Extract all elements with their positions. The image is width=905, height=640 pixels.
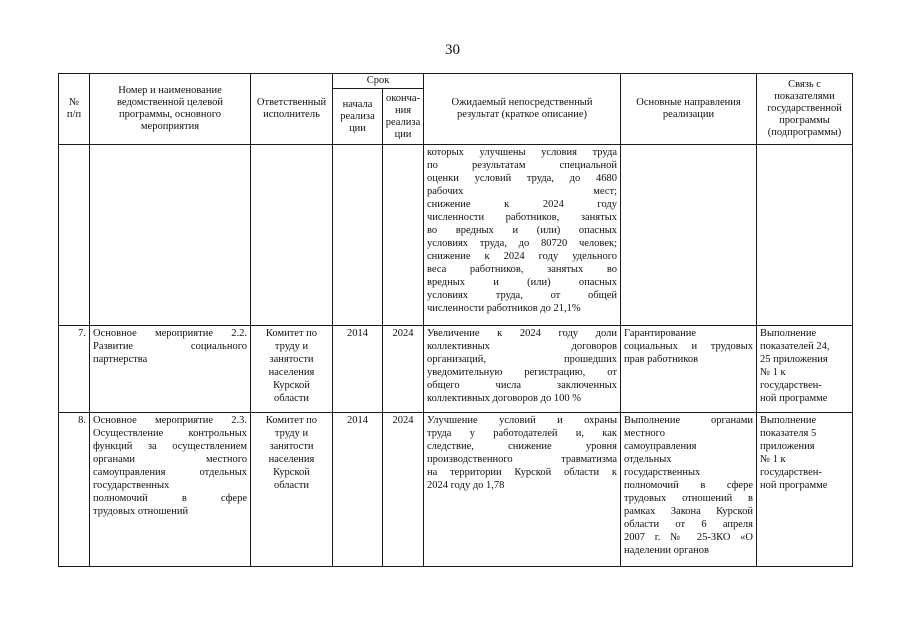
text-line: № bbox=[68, 97, 80, 108]
table-row bbox=[59, 145, 853, 326]
text-line: полномочий в сфере bbox=[624, 480, 753, 491]
text-line: уведомительную регистрацию, от bbox=[427, 367, 617, 378]
text-line: Гарантирование bbox=[624, 328, 697, 339]
text-line: № 1 к bbox=[760, 454, 786, 465]
text-line: рамках Закона Курской bbox=[624, 506, 753, 517]
cell-num bbox=[59, 145, 90, 326]
text-line: организаций, прошедших bbox=[427, 354, 617, 365]
text-line: по результатам специальной bbox=[427, 160, 617, 171]
text-line: Ответственный bbox=[256, 97, 327, 108]
text-line: самоуправления bbox=[624, 441, 697, 452]
cell-executor bbox=[251, 326, 333, 413]
text-line: социальных и трудовых bbox=[624, 341, 753, 352]
header-program bbox=[90, 74, 251, 145]
text-line: трудовых отношений в bbox=[624, 493, 753, 504]
text-line: органами местного bbox=[93, 454, 247, 465]
text-line: Развитие социального bbox=[93, 341, 247, 352]
text-line: ции bbox=[394, 128, 412, 140]
text-line: Связь с bbox=[788, 79, 821, 90]
cell-directions bbox=[621, 413, 757, 567]
text-line: Осуществление контрольных bbox=[93, 428, 247, 439]
header-num bbox=[59, 74, 90, 145]
text-line: производственного травматизма bbox=[427, 454, 617, 465]
text-line: ния bbox=[394, 104, 412, 116]
text-line: 2007 г. № 25-ЗКО «О bbox=[624, 532, 753, 543]
cell-directions bbox=[621, 326, 757, 413]
text-line: исполнитель bbox=[263, 109, 320, 120]
text-line: начала bbox=[342, 98, 373, 110]
text-line: ной программе bbox=[760, 480, 828, 491]
cell-program bbox=[90, 326, 251, 413]
text-line: Выполнение bbox=[760, 328, 817, 339]
text-line: населения bbox=[268, 367, 315, 378]
text-line: Увеличение к 2024 году доли bbox=[427, 328, 617, 339]
text-line: Ожидаемый непосредственный bbox=[451, 97, 593, 108]
table-body bbox=[59, 145, 853, 567]
text-line: государственной bbox=[767, 103, 842, 114]
text-line: государственных bbox=[624, 467, 701, 478]
program-table bbox=[58, 73, 853, 567]
text-line: труду и bbox=[274, 341, 309, 352]
text-line: функций за осуществлением bbox=[93, 441, 247, 452]
header-directions bbox=[621, 74, 757, 145]
text-line: на территории Курской области к bbox=[427, 467, 617, 478]
header-end bbox=[383, 89, 424, 145]
text-line: ной программе bbox=[760, 393, 828, 404]
text-line: реализа bbox=[340, 110, 375, 122]
text-line: Основное мероприятие 2.2. bbox=[93, 328, 247, 339]
cell-program bbox=[90, 145, 251, 326]
cell-executor bbox=[251, 413, 333, 567]
text-line: области bbox=[273, 480, 310, 491]
text-line: показателя 5 bbox=[760, 428, 817, 439]
cell-num: 8. bbox=[59, 413, 90, 567]
text-line: области от 6 апреля bbox=[624, 519, 753, 530]
text-line: Выполнение органами bbox=[624, 415, 753, 426]
text-line: общего числа заключенных bbox=[427, 380, 617, 391]
text-line: показателей 24, bbox=[760, 341, 830, 352]
text-line: Комитет по bbox=[265, 415, 318, 426]
text-line: занятости bbox=[269, 441, 314, 452]
text-line: Курской bbox=[273, 380, 310, 391]
text-line: государственных bbox=[93, 480, 170, 491]
text-line: Основное мероприятие 2.3. bbox=[93, 415, 247, 426]
text-line: 2024 году до 1,78 bbox=[427, 480, 505, 491]
cell-program bbox=[90, 413, 251, 567]
text-line: показателями bbox=[774, 91, 835, 102]
text-line: реализации bbox=[662, 109, 715, 120]
page-number: 30 bbox=[445, 42, 460, 58]
cell-start: 2014 bbox=[333, 326, 383, 413]
text-line: Номер и наименование bbox=[118, 85, 222, 96]
text-line: оценки условий труда, до 4680 bbox=[427, 173, 617, 184]
text-line: п/п bbox=[66, 109, 82, 120]
text-line: трудовых отношений bbox=[93, 506, 189, 517]
text-line: которых улучшены условия труда bbox=[427, 147, 617, 158]
text-line: № 1 к bbox=[760, 367, 786, 378]
text-line: (подпрограммы) bbox=[767, 127, 842, 138]
text-line: труду и bbox=[274, 428, 309, 439]
text-line: Улучшение условий и охраны bbox=[427, 415, 617, 426]
text-line: вредных и (или) опасных bbox=[427, 277, 617, 288]
cell-end bbox=[383, 145, 424, 326]
text-line: условиях труда, до 80720 человек; bbox=[427, 238, 617, 249]
text-line: государствен- bbox=[760, 467, 822, 478]
cell-end: 2024 bbox=[383, 413, 424, 567]
header-result bbox=[424, 74, 621, 145]
text-line: Курской bbox=[273, 467, 310, 478]
text-line: области bbox=[273, 393, 310, 404]
cell-link bbox=[757, 326, 853, 413]
text-line: рабочих мест; bbox=[427, 186, 617, 197]
cell-result bbox=[424, 326, 621, 413]
text-line: отдельных bbox=[624, 454, 672, 465]
text-line: реализа bbox=[385, 116, 421, 128]
text-line: Основные направления bbox=[636, 97, 741, 108]
text-line: коллективных договоров до 100 % bbox=[427, 393, 581, 404]
text-line: оконча- bbox=[385, 92, 421, 104]
text-line: Комитет по bbox=[265, 328, 318, 339]
text-line: населения bbox=[268, 454, 315, 465]
header-link bbox=[757, 74, 853, 145]
text-line: снижение к 2024 году bbox=[427, 199, 617, 210]
text-line: веса работников, занятых во bbox=[427, 264, 617, 275]
header-executor bbox=[251, 74, 333, 145]
text-line: труда у работодателей и, как bbox=[427, 428, 617, 439]
text-line: мероприятия bbox=[140, 121, 200, 132]
text-line: местного bbox=[624, 428, 665, 439]
header-start bbox=[333, 89, 383, 145]
cell-result bbox=[424, 145, 621, 326]
text-line: следствие, снижение уровня bbox=[427, 441, 617, 452]
text-line: приложения bbox=[760, 441, 815, 452]
table-row bbox=[59, 413, 853, 567]
cell-end: 2024 bbox=[383, 326, 424, 413]
text-line: самоуправления отдельных bbox=[93, 467, 247, 478]
text-line: ведомственной целевой bbox=[117, 97, 223, 108]
cell-result bbox=[424, 413, 621, 567]
text-line: полномочий в сфере bbox=[93, 493, 247, 504]
cell-start: 2014 bbox=[333, 413, 383, 567]
cell-start bbox=[333, 145, 383, 326]
cell-link bbox=[757, 145, 853, 326]
text-line: снижение к 2024 году удельного bbox=[427, 251, 617, 262]
text-line: условиях труда, от общей bbox=[427, 290, 617, 301]
text-line: численности работников до 21,1% bbox=[427, 303, 581, 314]
text-line: коллективных договоров bbox=[427, 341, 617, 352]
cell-directions bbox=[621, 145, 757, 326]
text-line: партнерства bbox=[93, 354, 148, 365]
cell-executor bbox=[251, 145, 333, 326]
cell-num: 7. bbox=[59, 326, 90, 413]
table-row bbox=[59, 326, 853, 413]
text-line: наделении органов bbox=[624, 545, 709, 556]
text-line: занятости bbox=[269, 354, 314, 365]
text-line: результат (краткое описание) bbox=[456, 109, 588, 120]
text-line: программы, основного bbox=[118, 109, 222, 120]
header-term: Срок bbox=[333, 74, 424, 89]
text-line: программы bbox=[779, 115, 830, 126]
cell-link bbox=[757, 413, 853, 567]
text-line: ции bbox=[349, 122, 366, 134]
text-line: Выполнение bbox=[760, 415, 817, 426]
text-line: численности работников, занятых bbox=[427, 212, 617, 223]
text-line: 25 приложения bbox=[760, 354, 828, 365]
text-line: во вредных и (или) опасных bbox=[427, 225, 617, 236]
text-line: государствен- bbox=[760, 380, 822, 391]
text-line: прав работников bbox=[624, 354, 699, 365]
